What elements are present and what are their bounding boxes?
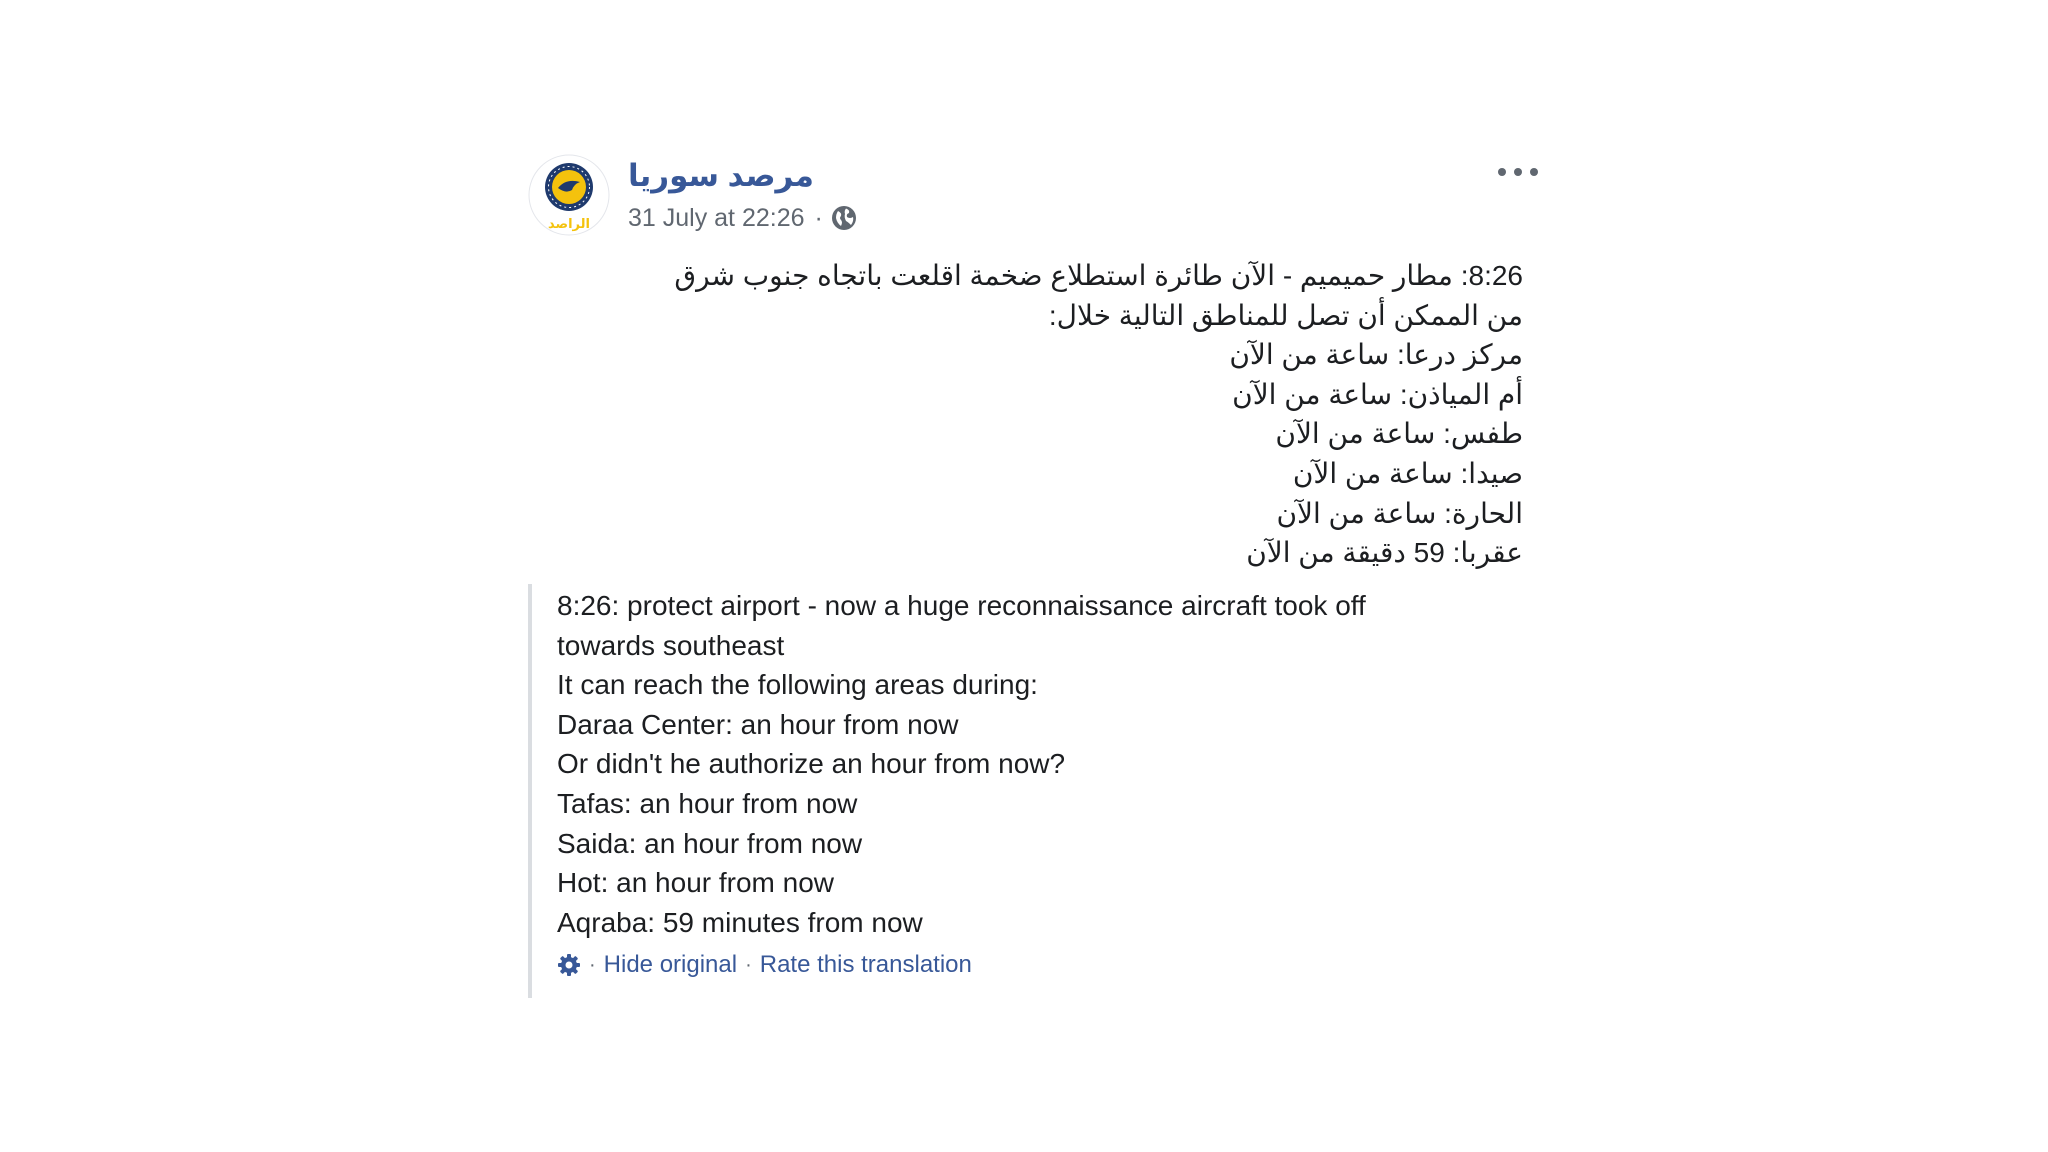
original-line: صيدا: ساعة من الآن: [1292, 457, 1523, 489]
translation-line: 8:26: protect airport - now a huge reconnaissance aircraft took off: [557, 590, 1366, 621]
translation-line: Daraa Center: an hour from now: [557, 708, 959, 740]
more-dot: [1498, 168, 1506, 176]
globe-icon[interactable]: [831, 205, 857, 231]
rate-translation-link[interactable]: Rate this translation: [759, 951, 972, 978]
translated-post-text: [557, 586, 1517, 942]
translation-footer: [557, 950, 972, 980]
observatory-logo-icon: [528, 154, 610, 236]
gear-icon[interactable]: [557, 953, 581, 977]
more-dot: [1530, 168, 1538, 176]
original-line: من الممكن أن تصل للمناطق التالية خلال:: [1048, 299, 1523, 331]
footer-separator: ·: [589, 954, 596, 976]
translation-block: [528, 584, 1532, 998]
original-line: أم المياذن: ساعة من الآن: [1232, 378, 1523, 410]
translation-line: Aqraba: 59 minutes from now: [557, 906, 923, 938]
meta-separator: ·: [814, 204, 823, 232]
footer-separator: ·: [745, 954, 752, 976]
translation-line: Tafas: an hour from now: [557, 787, 858, 819]
original-line: 8:26: مطار حميميم - الآن طائرة استطلاع ضخمة اقلعت باتجاه جنوب شرق: [674, 260, 1523, 291]
translation-line: towards southeast: [557, 629, 785, 661]
hide-original-link[interactable]: Hide original: [603, 951, 738, 978]
original-line: مركز درعا: ساعة من الآن: [1229, 339, 1523, 371]
svg-text:الراصد: الراصد: [548, 217, 590, 232]
original-post-text: [623, 256, 1523, 573]
post-timestamp[interactable]: 31 July at 22:26: [628, 204, 805, 232]
translation-line: Saida: an hour from now: [557, 827, 863, 859]
page-name-link[interactable]: مرصد سوريا: [628, 158, 814, 193]
post-meta: [628, 202, 857, 234]
more-options-icon[interactable]: [1498, 162, 1538, 182]
original-line: طفس: ساعة من الآن: [1275, 418, 1523, 450]
original-line: عقربا: 59 دقيقة من الآن: [1246, 537, 1523, 569]
translation-line: Hot: an hour from now: [557, 867, 835, 899]
more-dot: [1514, 168, 1522, 176]
original-line: الحارة: ساعة من الآن: [1276, 497, 1523, 529]
translation-line: Or didn't he authorize an hour from now?: [557, 748, 1066, 780]
page-avatar[interactable]: [528, 154, 610, 236]
translation-line: It can reach the following areas during:: [557, 669, 1038, 701]
